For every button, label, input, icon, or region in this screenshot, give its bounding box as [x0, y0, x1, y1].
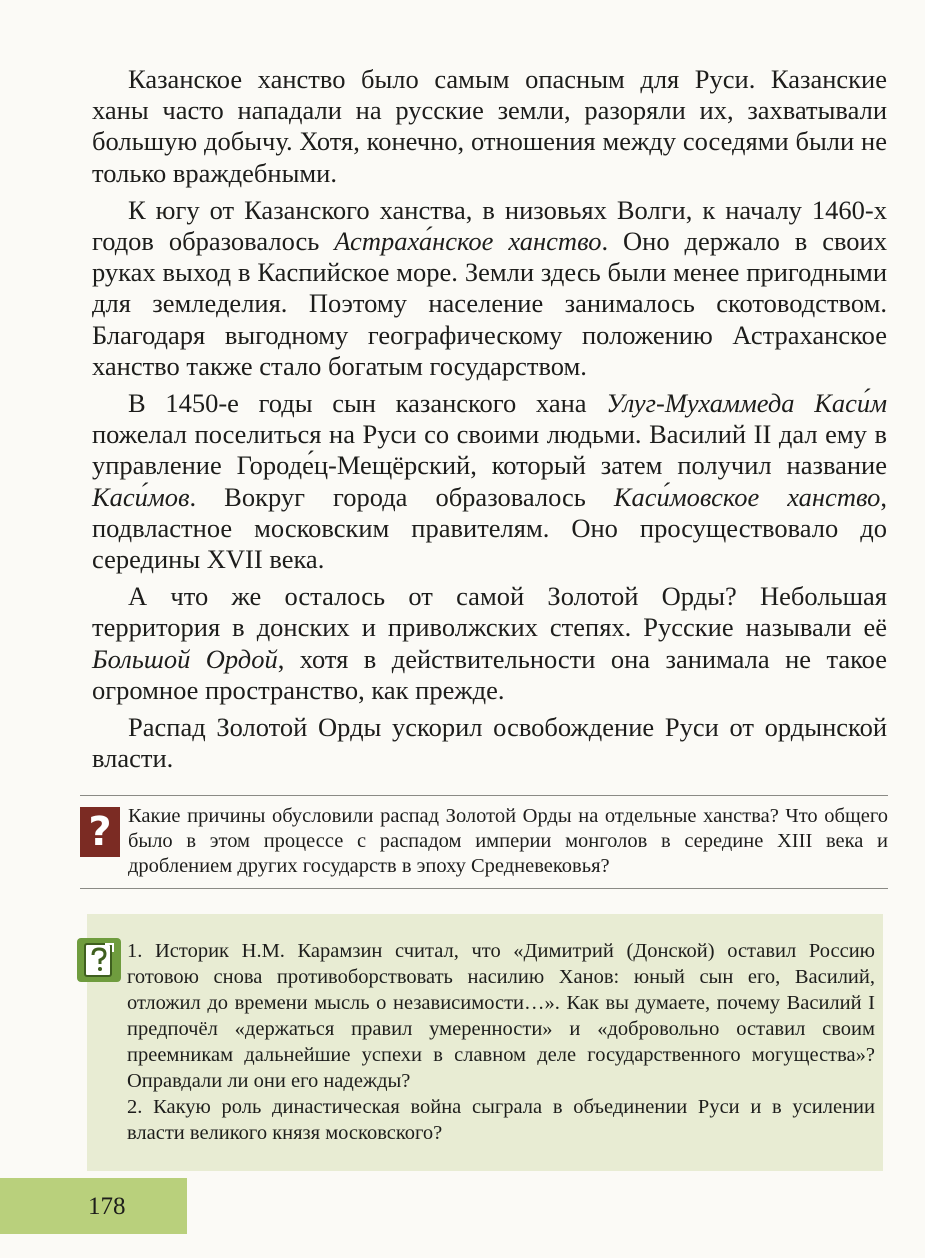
task-2: 2. Какую роль династическая война сыграла в объединении Руси и в усилении власти великого князя московского? [127, 1096, 875, 1144]
term-kasimov-khanate: Каси́мовское ханство [613, 481, 881, 512]
tasks-text [127, 938, 875, 1146]
page-number: 178 [88, 1193, 126, 1220]
term-great-horde: Большой Ордой [92, 643, 278, 674]
tasks-block [87, 914, 883, 1171]
term-astrakhan-khanate: Астраха́нское ханство [334, 226, 602, 257]
document-question-icon [77, 938, 121, 982]
main-text [92, 64, 887, 774]
paragraph-astrakhan: К югу от Казанского ханства, в низовьях Волги, к началу 1460-х годов образовалось Астраха́нское ханство. Оно держало в своих руках выход в Каспийское море. Земли здесь были менее пригодными для земледелия. Поэтому население занималось скотоводством. Благодаря выгодному географическому положению Астраханское ханство также стало богатым государством. [92, 194, 887, 381]
review-question-text: Какие причины обусловили распад Золотой Орды на отдельные ханства? Что общего было в этом процессе с распадом империи монголов в середине XIII века и дроблением других государств в эпоху Средневековья? [128, 805, 888, 877]
paragraph-conclusion: Распад Золотой Орды ускорил освобождение Руси от ордынской власти. [92, 712, 887, 774]
paragraph-kazan: Казанское ханство было самым опасным для Руси. Казанские ханы часто нападали на русские земли, разоряли их, захватывали большую добычу. Хотя, конечно, отношения между соседями были не только враждебными. [92, 64, 887, 188]
paragraph-great-horde: А что же осталось от самой Золотой Орды? Небольшая территория в донских и приволжских степях. Русские называли её Большой Ордой, хотя в действительности она занимала не такое огромное пространство, как прежде. [92, 581, 887, 705]
paragraph-kasimov: В 1450-е годы сын казанского хана Улуг-Мухаммеда Каси́м пожелал поселиться на Руси со своими людьми. Василий II дал ему в управление Городе́ц-Мещёрский, который затем получил название Каси́мов. Вокруг города образовалось Каси́мовское ханство, подвластное московским правителям. Оно просуществовало до середины XVII века. [92, 388, 887, 575]
term-kasimov: Каси́мов [92, 481, 190, 512]
term-ulug-muhammed-kasim: Улуг-Мухаммеда Каси́м [606, 388, 887, 419]
question-mark-icon: ? [80, 807, 120, 857]
task-1: 1. Историк Н.М. Карамзин считал, что «Димитрий (Донской) оставил Россию готовою снова противоборствовать насилию Ханов: юный сын его, Василий, отложил до времени мысль о независимости…». Как вы думаете, почему Василий I предпочёл «держаться правил умеренности» и «добровольно оставил своим преемникам дальнейшие успехи в славном деле государственного могущества»? Оправдали ли они его надежды? [127, 940, 875, 1092]
review-question-block [80, 795, 888, 889]
